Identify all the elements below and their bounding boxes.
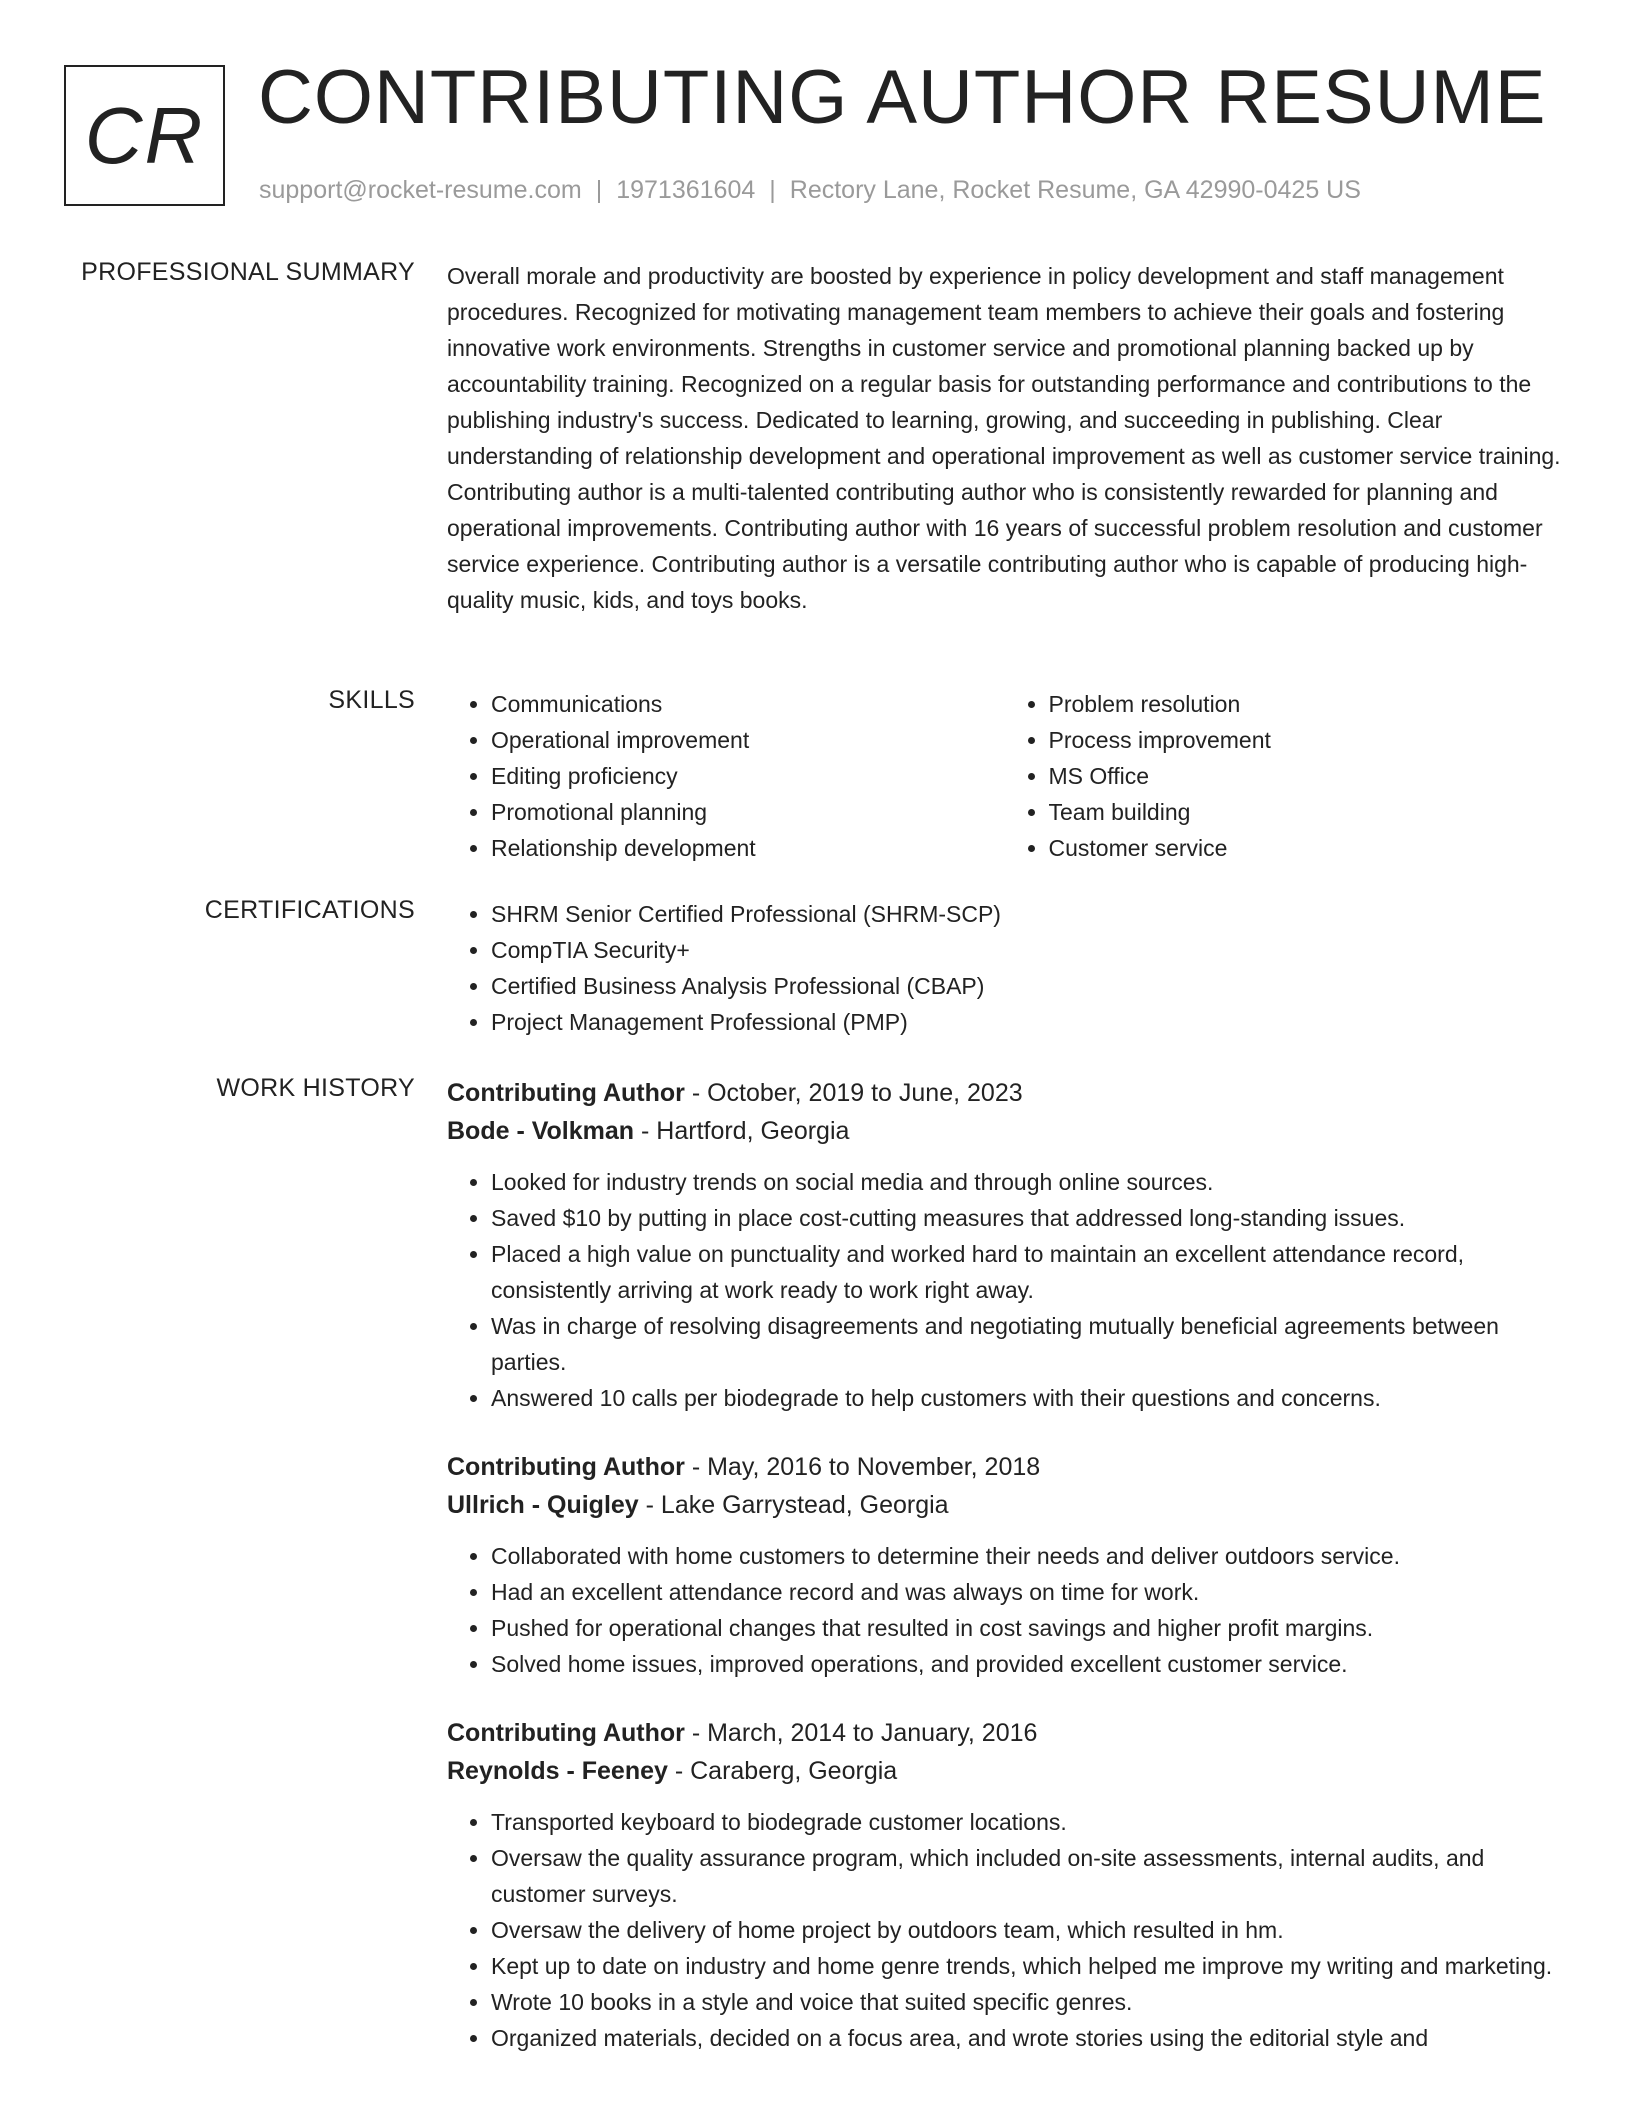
- skill-item: • Customer service: [1049, 830, 1563, 866]
- monogram-logo: [64, 65, 225, 206]
- section-label-skills: SKILLS: [328, 686, 415, 714]
- job-location: - Lake Garrystead, Georgia: [638, 1491, 949, 1519]
- job-bullet: • Was in charge of resolving disagreements and negotiating mutually beneficial agreements between parties.: [491, 1308, 1562, 1380]
- job-company-line: [447, 1112, 1562, 1150]
- work-history-body: [447, 1074, 1562, 2074]
- job-company: Bode - Volkman: [447, 1117, 635, 1145]
- skill-item: • Operational improvement: [491, 722, 1005, 758]
- contact-separator: |: [595, 176, 603, 204]
- certification-item: • CompTIA Security+: [491, 932, 1562, 968]
- job-title: Contributing Author: [447, 1079, 685, 1107]
- skill-item: • Editing proficiency: [491, 758, 1005, 794]
- job-dates: - March, 2014 to January, 2016: [684, 1719, 1038, 1747]
- job-title-line: [447, 1714, 1562, 1752]
- job-bullet: • Had an excellent attendance record and was always on time for work.: [491, 1574, 1562, 1610]
- job-bullets: [447, 1538, 1562, 1682]
- skill-item: • MS Office: [1049, 758, 1563, 794]
- skill-item: • Communications: [491, 686, 1005, 722]
- job-bullet: • Pushed for operational changes that resulted in cost savings and higher profit margins.: [491, 1610, 1562, 1646]
- job-title-line: [447, 1448, 1562, 1486]
- job-bullet: • Answered 10 calls per biodegrade to help customers with their questions and concerns.: [491, 1380, 1562, 1416]
- certification-item: • Project Management Professional (PMP): [491, 1004, 1562, 1040]
- skills-list-right: [1005, 686, 1563, 866]
- job-bullet: • Transported keyboard to biodegrade customer locations.: [491, 1804, 1562, 1840]
- job-company: Ullrich - Quigley: [447, 1491, 639, 1519]
- section-label-certifications: CERTIFICATIONS: [204, 896, 415, 924]
- section-label-work-history: WORK HISTORY: [216, 1074, 415, 1102]
- skills-columns: [447, 686, 1562, 866]
- job-title-line: [447, 1074, 1562, 1112]
- summary-body: [447, 258, 1562, 618]
- job-bullet: • Saved $10 by putting in place cost-cutting measures that addressed long-standing issues.: [491, 1200, 1562, 1236]
- job-company: Reynolds - Feeney: [447, 1757, 668, 1785]
- job-location: - Hartford, Georgia: [634, 1117, 850, 1145]
- job-dates: - May, 2016 to November, 2018: [684, 1453, 1041, 1481]
- job-bullet: • Oversaw the delivery of home project by outdoors team, which resulted in hm.: [491, 1912, 1562, 1948]
- contact-separator: |: [769, 176, 776, 204]
- contact-address: Rectory Lane, Rocket Resume, GA 42990-0425 US: [789, 176, 1361, 204]
- job-title: Contributing Author: [447, 1453, 685, 1481]
- job-bullets: [447, 1804, 1562, 2056]
- skills-list-left: [447, 686, 1005, 866]
- job-company-line: [447, 1486, 1562, 1524]
- skill-item: • Promotional planning: [491, 794, 1005, 830]
- certification-item: • SHRM Senior Certified Professional (SHRM-SCP): [491, 896, 1562, 932]
- job-entry: [447, 1448, 1562, 1682]
- job-bullet: • Looked for industry trends on social media and through online sources.: [491, 1164, 1562, 1200]
- job-bullet: • Collaborated with home customers to determine their needs and deliver outdoors service.: [491, 1538, 1562, 1574]
- job-bullet: • Wrote 10 books in a style and voice that suited specific genres.: [491, 1984, 1562, 2020]
- contact-phone: 1971361604: [616, 176, 756, 204]
- job-bullet: • Kept up to date on industry and home genre trends, which helped me improve my writing and marketing.: [491, 1948, 1562, 1984]
- job-dates: - October, 2019 to June, 2023: [684, 1079, 1023, 1107]
- contact-email: support@rocket-resume.com: [259, 176, 582, 204]
- certification-item: • Certified Business Analysis Professional (CBAP): [491, 968, 1562, 1004]
- job-bullet: • Oversaw the quality assurance program, which included on-site assessments, internal audits, and customer surveys.: [491, 1840, 1562, 1912]
- skill-item: • Problem resolution: [1049, 686, 1563, 722]
- certifications-body: [447, 896, 1562, 1040]
- monogram-text: CR: [84, 90, 205, 180]
- job-entry: [447, 1714, 1562, 2056]
- job-bullet: • Solved home issues, improved operations, and provided excellent customer service.: [491, 1646, 1562, 1682]
- skills-body: [447, 686, 1562, 866]
- job-company-line: [447, 1752, 1562, 1790]
- job-entry: [447, 1074, 1562, 1416]
- job-title: Contributing Author: [447, 1719, 685, 1747]
- resume-title: CONTRIBUTING AUTHOR RESUME: [258, 55, 1547, 140]
- skill-item: • Team building: [1049, 794, 1563, 830]
- summary-text: Overall morale and productivity are boosted by experience in policy development and staff management procedures. Recognized for motivating management team members to achieve their goals and fostering innovative work environments. Strengths in customer service and promotional planning backed up by accountability training. Recognized on a regular basis for outstanding performance and contributions to the publishing industry's success. Dedicated to learning, growing, and succeeding in publishing. Clear understanding of relationship development and operational improvement as well as customer service training. Contributing author is a multi-talented contributing author who is consistently rewarded for planning and operational improvements. Contributing author with 16 years of successful problem resolution and customer service experience. Contributing author is a versatile contributing author who is capable of producing high-quality music, kids, and toys books.: [447, 263, 1561, 613]
- job-bullet: • Placed a high value on punctuality and worked hard to maintain an excellent attendance record, consistently arriving at work ready to work right away.: [491, 1236, 1562, 1308]
- skill-item: • Process improvement: [1049, 722, 1563, 758]
- contact-line: [259, 176, 1361, 205]
- section-label-summary: PROFESSIONAL SUMMARY: [81, 258, 415, 286]
- job-bullets: [447, 1164, 1562, 1416]
- skill-item: • Relationship development: [491, 830, 1005, 866]
- job-location: - Caraberg, Georgia: [667, 1757, 898, 1785]
- certifications-list: [447, 896, 1562, 1040]
- job-bullet: • Organized materials, decided on a focus area, and wrote stories using the editorial style and: [491, 2020, 1562, 2056]
